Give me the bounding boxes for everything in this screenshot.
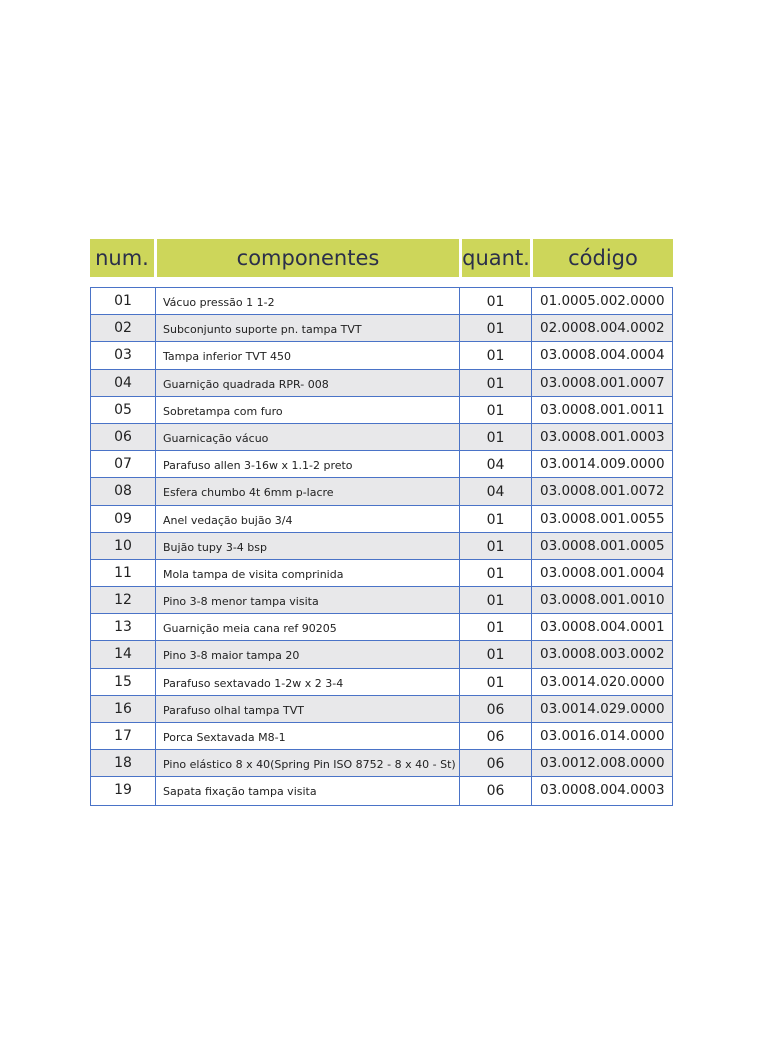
table-row: [91, 669, 672, 696]
componente-cell: Subconjunto suporte pn. tampa TVT: [156, 315, 460, 341]
quant-cell: 01: [460, 288, 532, 314]
codigo-cell: 03.0014.009.0000: [540, 456, 665, 473]
num-cell: 19: [91, 777, 156, 804]
num-cell: 05: [91, 397, 156, 423]
componente-cell: Pino 3-8 menor tampa visita: [156, 587, 460, 613]
num-cell: 06: [91, 424, 156, 450]
componente-cell: Pino 3-8 maior tampa 20: [156, 641, 460, 667]
num-cell: 07: [91, 451, 156, 477]
componente-cell: Anel vedação bujão 3/4: [156, 506, 460, 532]
table-row: [91, 533, 672, 560]
componente-cell: Porca Sextavada M8-1: [156, 723, 460, 749]
quant-cell: 01: [460, 424, 532, 450]
num-cell: 12: [91, 587, 156, 613]
componente-cell: Parafuso allen 3-16w x 1.1-2 preto: [156, 451, 460, 477]
table-row: [91, 451, 672, 478]
num-cell: 09: [91, 506, 156, 532]
table-row: [91, 506, 672, 533]
quant-cell: 01: [460, 614, 532, 640]
quant-cell: 04: [460, 478, 532, 504]
num-cell: 18: [91, 750, 156, 776]
num-cell: 16: [91, 696, 156, 722]
quant-cell: 06: [460, 696, 532, 722]
table-row: [91, 696, 672, 723]
table-row: [91, 424, 672, 451]
table-row: [91, 288, 672, 315]
quant-cell: 01: [460, 560, 532, 586]
codigo-cell: 03.0012.008.0000: [540, 755, 665, 772]
header-codigo: código: [533, 239, 673, 277]
table-row: [91, 614, 672, 641]
quant-cell: 01: [460, 370, 532, 396]
table-row: [91, 397, 672, 424]
codigo-cell: 03.0008.004.0003: [540, 782, 665, 799]
componente-cell: Pino elástico 8 x 40(Spring Pin ISO 8752 - 8 x 40 - St): [156, 750, 460, 776]
table-row: [91, 777, 672, 804]
quant-cell: 01: [460, 669, 532, 695]
table-row: [91, 587, 672, 614]
codigo-cell: 03.0014.020.0000: [540, 673, 665, 690]
quant-cell: 01: [460, 506, 532, 532]
table-row: [91, 560, 672, 587]
quant-cell: 01: [460, 533, 532, 559]
componente-cell: Guarnição meia cana ref 90205: [156, 614, 460, 640]
quant-cell: 01: [460, 641, 532, 667]
num-cell: 04: [91, 370, 156, 396]
codigo-cell: 03.0008.001.0011: [540, 401, 665, 418]
componente-cell: Parafuso olhal tampa TVT: [156, 696, 460, 722]
componente-cell: Sapata fixação tampa visita: [156, 777, 460, 804]
codigo-cell: 03.0016.014.0000: [540, 728, 665, 744]
codigo-cell: 03.0008.001.0003: [540, 428, 665, 445]
num-cell: 11: [91, 560, 156, 586]
codigo-cell: 01.0005.002.0000: [540, 293, 665, 309]
table-header: [90, 239, 673, 277]
componente-cell: Esfera chumbo 4t 6mm p-lacre: [156, 478, 460, 504]
header-componentes: componentes: [157, 239, 459, 277]
codigo-cell: 03.0008.004.0004: [540, 347, 665, 364]
quant-cell: 01: [460, 397, 532, 423]
quant-cell: 01: [460, 315, 532, 341]
table-row: [91, 478, 672, 505]
num-cell: 13: [91, 614, 156, 640]
num-cell: 01: [91, 288, 156, 314]
num-cell: 10: [91, 533, 156, 559]
componente-cell: Vácuo pressão 1 1-2: [156, 288, 460, 314]
componente-cell: Parafuso sextavado 1-2w x 2 3-4: [156, 669, 460, 695]
codigo-cell: 03.0014.029.0000: [540, 700, 665, 717]
componente-cell: Guarnição quadrada RPR- 008: [156, 370, 460, 396]
table-row: [91, 641, 672, 668]
num-cell: 08: [91, 478, 156, 504]
table-row: [91, 342, 672, 369]
num-cell: 17: [91, 723, 156, 749]
num-cell: 03: [91, 342, 156, 368]
num-cell: 15: [91, 669, 156, 695]
quant-cell: 01: [460, 342, 532, 368]
num-cell: 14: [91, 641, 156, 667]
codigo-cell: 03.0008.003.0002: [540, 646, 665, 663]
componente-cell: Sobretampa com furo: [156, 397, 460, 423]
quant-cell: 06: [460, 750, 532, 776]
codigo-cell: 03.0008.001.0005: [540, 537, 665, 554]
table-row: [91, 370, 672, 397]
quant-cell: 06: [460, 723, 532, 749]
codigo-cell: 03.0008.004.0001: [540, 619, 665, 636]
componente-cell: Tampa inferior TVT 450: [156, 342, 460, 368]
num-cell: 02: [91, 315, 156, 341]
quant-cell: 01: [460, 587, 532, 613]
componente-cell: Mola tampa de visita comprinida: [156, 560, 460, 586]
table-row: [91, 723, 672, 750]
quant-cell: 04: [460, 451, 532, 477]
codigo-cell: 02.0008.004.0002: [540, 320, 665, 337]
parts-table: [90, 287, 673, 806]
codigo-cell: 03.0008.001.0055: [540, 510, 665, 527]
header-num: num.: [90, 239, 154, 277]
codigo-cell: 03.0008.001.0010: [540, 592, 665, 609]
codigo-cell: 03.0008.001.0007: [540, 374, 665, 391]
codigo-cell: 03.0008.001.0072: [540, 483, 665, 500]
table-row: [91, 750, 672, 777]
table-row: [91, 315, 672, 342]
componente-cell: Bujão tupy 3-4 bsp: [156, 533, 460, 559]
quant-cell: 06: [460, 777, 532, 804]
codigo-cell: 03.0008.001.0004: [540, 564, 665, 581]
header-quant: quant.: [462, 239, 530, 277]
componente-cell: Guarnicação vácuo: [156, 424, 460, 450]
